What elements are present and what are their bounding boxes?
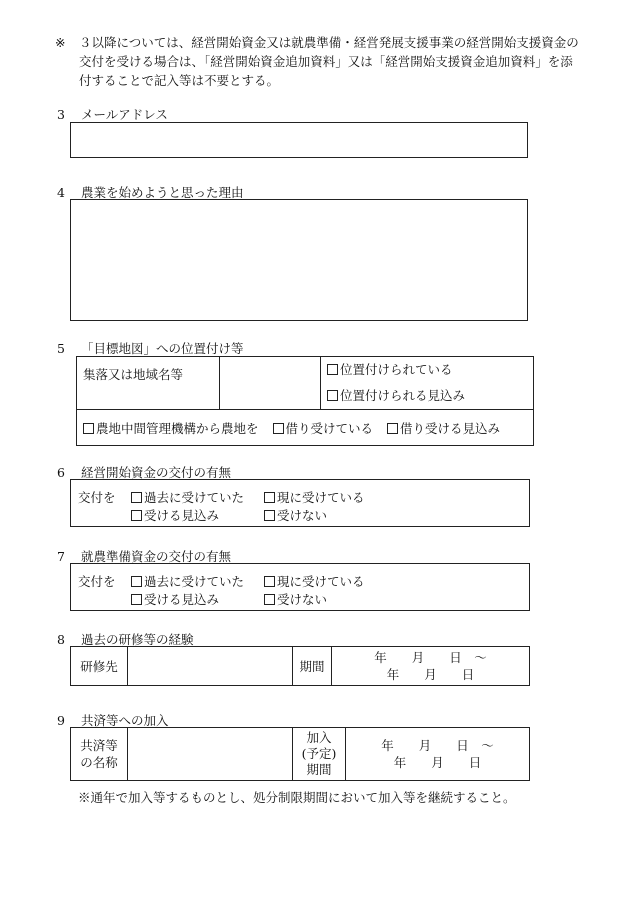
map-status-cell bbox=[321, 357, 534, 410]
checkbox-farmland-bank[interactable]: 農地中間管理機構から農地を bbox=[83, 419, 259, 437]
section-title: 就農準備資金の交付の有無 bbox=[81, 549, 232, 564]
section-number: 8 bbox=[57, 632, 65, 647]
enrollment-period-field[interactable] bbox=[346, 728, 530, 781]
checkbox-current[interactable]: 現に受けている bbox=[264, 488, 365, 506]
period-label: 期間 bbox=[293, 647, 332, 686]
section-number: 3 bbox=[57, 107, 65, 122]
note-text: ３以降については、経営開始資金又は就農準備・経営発展支援事業の経営開始支援資金の交付を受ける場合は、「経営開始資金追加資料」又は「経営開始支援資金追加資料」を添付することで記入等は不要とする。 bbox=[79, 35, 579, 88]
section-title: 経営開始資金の交付の有無 bbox=[81, 465, 232, 480]
section-title: メールアドレス bbox=[81, 107, 168, 122]
section-number: 9 bbox=[57, 713, 65, 728]
checkbox-will-borrow[interactable]: 借り受ける見込み bbox=[387, 419, 500, 437]
section-5-heading bbox=[57, 339, 244, 357]
enrollment-period-label: 加入 (予定) 期間 bbox=[293, 728, 346, 781]
checkbox-none[interactable]: 受けない bbox=[264, 590, 327, 608]
mutual-aid-label: 共済等 の名称 bbox=[71, 728, 128, 781]
section-title: 過去の研修等の経験 bbox=[81, 632, 194, 647]
checkbox-positioned[interactable]: 位置付けられている bbox=[327, 357, 453, 383]
checkbox-expected-position[interactable]: 位置付けられる見込み bbox=[327, 383, 465, 409]
startup-fund-box bbox=[70, 479, 530, 527]
preparation-fund-box bbox=[70, 563, 530, 611]
section-number: 6 bbox=[57, 465, 65, 480]
period-start: 年 月 日 ～ bbox=[374, 650, 487, 665]
checkbox-none[interactable]: 受けない bbox=[264, 506, 327, 524]
email-field[interactable] bbox=[70, 122, 528, 158]
footnote: ※通年で加入等するものとし、処分制限期間において加入等を継続すること。 bbox=[78, 790, 516, 805]
section-title: 共済等への加入 bbox=[81, 713, 169, 728]
period-end: 年 月 日 bbox=[393, 755, 482, 770]
note-mark: ※ bbox=[55, 35, 66, 50]
checkbox-borrowing[interactable]: 借り受けている bbox=[273, 419, 374, 437]
section-number: 7 bbox=[57, 549, 65, 564]
training-name-field[interactable] bbox=[128, 647, 293, 686]
farmland-bank-row bbox=[77, 410, 534, 446]
training-table bbox=[70, 646, 530, 686]
lead-label: 交付を bbox=[78, 574, 116, 589]
checkbox-expected[interactable]: 受ける見込み bbox=[131, 506, 219, 524]
area-name-field[interactable] bbox=[220, 357, 321, 410]
section-number: 4 bbox=[57, 185, 65, 200]
section-3-heading bbox=[57, 105, 168, 123]
checkbox-past[interactable]: 過去に受けていた bbox=[131, 572, 244, 590]
reason-textarea[interactable] bbox=[70, 199, 528, 321]
period-end: 年 月 日 bbox=[386, 667, 475, 682]
target-map-table bbox=[76, 356, 534, 446]
lead-label: 交付を bbox=[78, 490, 116, 505]
period-start: 年 月 日 ～ bbox=[381, 738, 494, 753]
mutual-aid-name-field[interactable] bbox=[128, 728, 293, 781]
section-number: 5 bbox=[57, 341, 65, 356]
section-title: 「目標地図」への位置付け等 bbox=[81, 341, 244, 356]
period-field[interactable] bbox=[332, 647, 530, 686]
mutual-aid-table bbox=[70, 727, 530, 781]
training-label: 研修先 bbox=[71, 647, 128, 686]
area-label: 集落又は地域名等 bbox=[77, 357, 220, 410]
checkbox-current[interactable]: 現に受けている bbox=[264, 572, 365, 590]
checkbox-expected[interactable]: 受ける見込み bbox=[131, 590, 219, 608]
checkbox-past[interactable]: 過去に受けていた bbox=[131, 488, 244, 506]
section-title: 農業を始めようと思った理由 bbox=[81, 185, 244, 200]
